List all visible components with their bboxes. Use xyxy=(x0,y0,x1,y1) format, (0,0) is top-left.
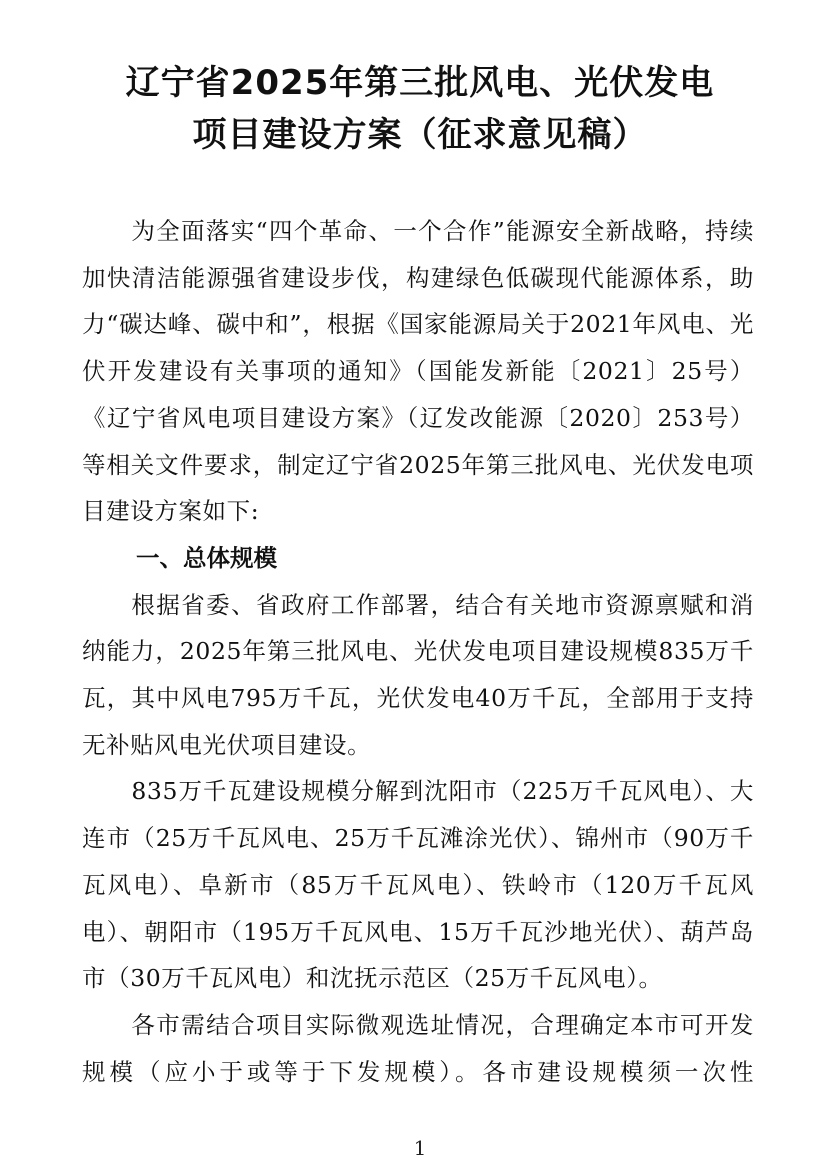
intro-paragraph: 为全面落实“四个革命、一个合作”能源安全新战略，持续加快清洁能源强省建设步伐，构建绿色低碳现代能源体系，助力“碳达峰、碳中和”，根据《国家能源局关于2021年风电、光伏开发建设有关事项的通知》（国能发新能〔2021〕25号）《辽宁省风电项目建设方案》（辽发改能源〔2020〕253号）等相关文件要求，制定辽宁省2025年第三批风电、光伏发电项目建设方案如下: xyxy=(82,217,754,526)
document-body xyxy=(82,208,754,1095)
section-heading-overall-scale: 一、总体规模 xyxy=(136,543,278,572)
requirement-paragraph: 各市需结合项目实际微观选址情况，合理确定本市可开发规模（应小于或等于下发规模）。各市建设规模须一次性 xyxy=(82,1010,754,1086)
scale-paragraph: 根据省委、省政府工作部署，结合有关地市资源禀赋和消纳能力，2025年第三批风电、光伏发电项目建设规模835万千瓦，其中风电795万千瓦，光伏发电40万千瓦，全部用于支持无补贴风电光伏项目建设。 xyxy=(82,590,754,759)
distribution-paragraph: 835万千瓦建设规模分解到沈阳市（225万千瓦风电）、大连市（25万千瓦风电、25万千瓦滩涂光伏）、锦州市（90万千瓦风电）、阜新市（85万千瓦风电）、铁岭市（120万千瓦风电）、朝阳市（195万千瓦风电、15万千瓦沙地光伏）、葫芦岛市（30万千瓦风电）和沈抚示范区（25万千瓦风电）。 xyxy=(82,777,754,993)
document-title-line-1: 辽宁省2025年第三批风电、光伏发电 xyxy=(125,63,715,103)
page-number: 1 xyxy=(413,1136,427,1160)
document-title-line-2: 项目建设方案（征求意见稿） xyxy=(192,115,648,155)
